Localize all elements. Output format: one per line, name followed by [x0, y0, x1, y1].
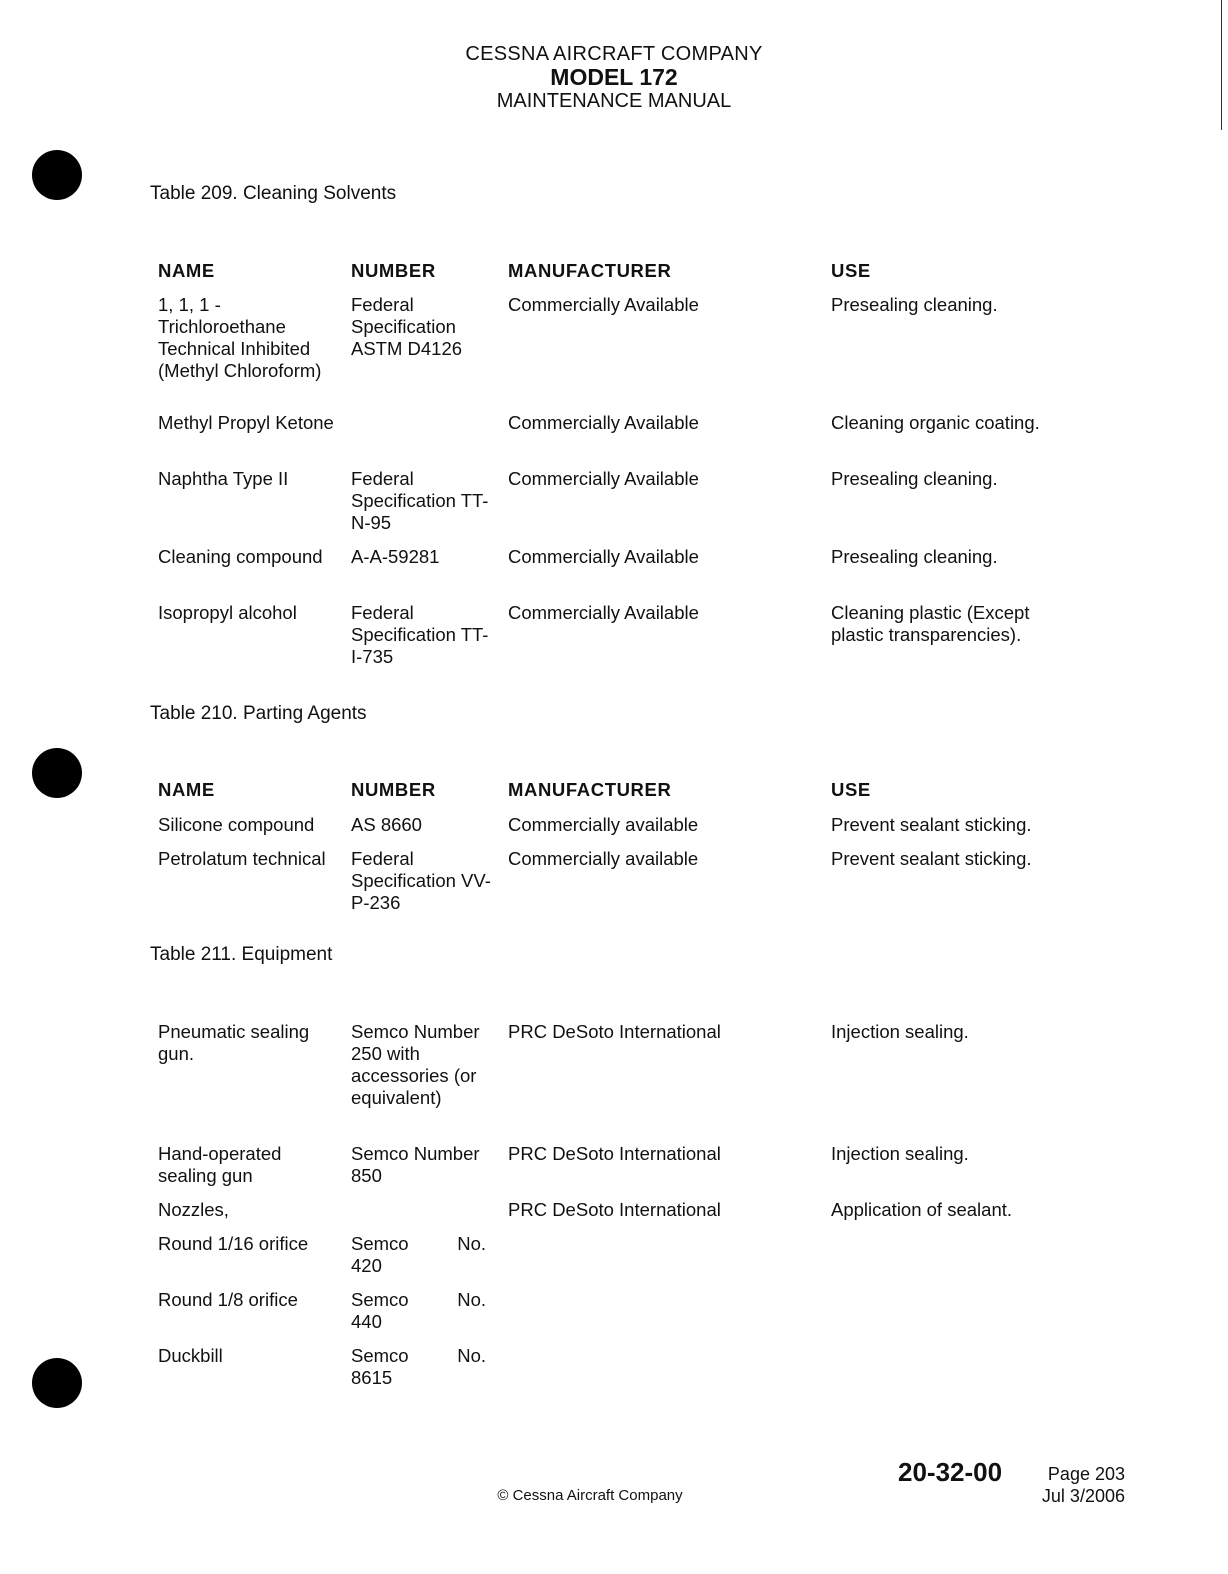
cell-name: Nozzles,: [158, 1199, 229, 1220]
cell-manufacturer: Commercially available: [508, 848, 699, 869]
cell-number: A-A-59281: [351, 546, 440, 567]
cell-use: Prevent sealant sticking.: [831, 814, 1032, 835]
cell-number: AS 8660: [351, 814, 422, 835]
header-name: NAME: [158, 260, 215, 281]
table-row: [158, 468, 1078, 546]
cell-use: Presealing cleaning.: [831, 294, 998, 315]
cell-number-value: 420: [351, 1255, 382, 1276]
table-row: [158, 602, 1078, 672]
cell-number: Federal Specification VV-P-236: [351, 848, 491, 913]
binder-hole-middle: [32, 748, 82, 798]
table-209-title: Table 209. Cleaning Solvents: [150, 183, 397, 204]
page-number: Page 203: [1047, 1464, 1125, 1484]
table-row: [158, 1345, 1078, 1401]
cell-name: Cleaning compound: [158, 546, 323, 567]
cell-name: Methyl Propyl Ketone: [158, 412, 334, 433]
cell-manufacturer: Commercially Available: [508, 602, 699, 623]
cell-manufacturer: Commercially Available: [508, 412, 699, 433]
cell-name: Round 1/16 orifice: [158, 1233, 309, 1254]
cell-number: [351, 1289, 491, 1333]
cell-use: Cleaning plastic (Except plastic transparencies).: [831, 602, 1030, 645]
cell-number-semco: Semco: [351, 1233, 409, 1254]
page-header: [0, 44, 1228, 111]
header-use: USE: [831, 260, 871, 281]
table-row: [158, 848, 1078, 918]
table-row: [158, 294, 1078, 412]
cell-use: Injection sealing.: [831, 1021, 969, 1042]
cell-number-value: 8615: [351, 1367, 393, 1388]
table-row: [158, 546, 1078, 602]
cell-use: Injection sealing.: [831, 1143, 969, 1164]
table-row: [158, 814, 1078, 848]
binder-hole-bottom: [32, 1358, 82, 1408]
table-row: [158, 1021, 1078, 1143]
cell-number: Federal Specification TT-N-95: [351, 468, 489, 533]
cell-name: Naphtha Type II: [158, 468, 289, 489]
header-name: NAME: [158, 779, 215, 800]
cell-name: Duckbill: [158, 1345, 223, 1366]
cell-number: Federal Specification ASTM D4126: [351, 294, 463, 359]
cell-manufacturer: Commercially Available: [508, 294, 699, 315]
cell-manufacturer: PRC DeSoto International: [508, 1199, 721, 1220]
cell-use: Application of sealant.: [831, 1199, 1013, 1220]
header-number: NUMBER: [351, 779, 436, 800]
cell-number-no: No.: [457, 1345, 486, 1366]
cell-number: [351, 1345, 491, 1389]
table-211-title: Table 211. Equipment: [150, 944, 333, 965]
table-210-title: Table 210. Parting Agents: [150, 703, 367, 724]
cell-use: Presealing cleaning.: [831, 468, 998, 489]
header-manufacturer: MANUFACTURER: [508, 779, 672, 800]
model-title: MODEL 172: [550, 64, 678, 90]
header-number: NUMBER: [351, 260, 436, 281]
cell-name: Isopropyl alcohol: [158, 602, 297, 623]
table-210: [158, 779, 1078, 918]
cell-number: Federal Specification TT-I-735: [351, 602, 489, 667]
cell-number: Semco Number 850: [351, 1143, 480, 1186]
section-number: 20-32-00: [898, 1457, 1003, 1487]
cell-number: Semco Number 250 with accessories (or equivalent): [351, 1021, 480, 1108]
cell-manufacturer: PRC DeSoto International: [508, 1143, 721, 1164]
copyright-notice: © Cessna Aircraft Company: [497, 1487, 683, 1504]
cell-number-no: No.: [457, 1233, 486, 1254]
cell-manufacturer: Commercially Available: [508, 468, 699, 489]
table-header-row: [158, 260, 1078, 290]
cell-number-semco: Semco: [351, 1289, 409, 1310]
manual-title: MAINTENANCE MANUAL: [496, 90, 732, 112]
table-row: [158, 1233, 1078, 1289]
cell-manufacturer: Commercially Available: [508, 546, 699, 567]
cell-use: Prevent sealant sticking.: [831, 848, 1032, 869]
header-use: USE: [831, 779, 871, 800]
binder-hole-top: [32, 150, 82, 200]
cell-number-no: No.: [457, 1289, 486, 1310]
table-row: [158, 1289, 1078, 1345]
cell-name: Round 1/8 orifice: [158, 1289, 298, 1310]
cell-name: Hand-operated sealing gun: [158, 1143, 282, 1186]
cell-use: Presealing cleaning.: [831, 546, 998, 567]
header-manufacturer: MANUFACTURER: [508, 260, 672, 281]
table-209: [158, 260, 1078, 672]
cell-name: Pneumatic sealing gun.: [158, 1021, 310, 1064]
cell-name: Silicone compound: [158, 814, 315, 835]
company-name: CESSNA AIRCRAFT COMPANY: [465, 43, 763, 65]
cell-number-semco: Semco: [351, 1345, 409, 1366]
table-header-row: [158, 779, 1078, 809]
cell-manufacturer: PRC DeSoto International: [508, 1021, 721, 1042]
table-211: [158, 1021, 1078, 1401]
cell-number: [351, 1233, 491, 1277]
table-row: [158, 1143, 1078, 1199]
cell-name: Petrolatum technical: [158, 848, 326, 869]
cell-name: 1, 1, 1 - Trichloroethane Technical Inhibited (Methyl Chloroform): [158, 294, 322, 381]
cell-number-value: 440: [351, 1311, 382, 1332]
table-row: [158, 412, 1078, 468]
table-row: [158, 1199, 1078, 1233]
cell-manufacturer: Commercially available: [508, 814, 699, 835]
revision-date: Jul 3/2006: [1041, 1486, 1125, 1506]
cell-use: Cleaning organic coating.: [831, 412, 1040, 433]
